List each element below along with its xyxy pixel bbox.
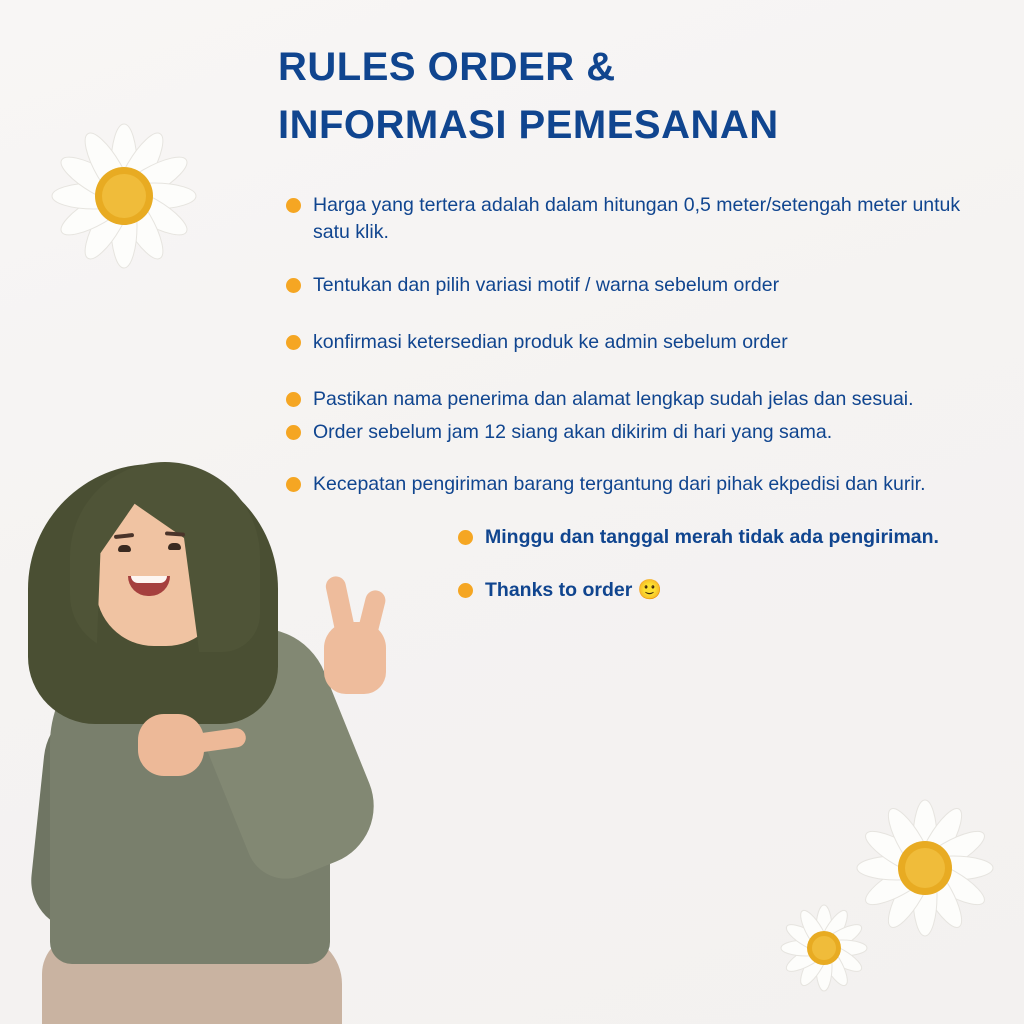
list-item (458, 524, 966, 551)
eye-left (118, 545, 131, 552)
list-item (286, 329, 966, 356)
sub-rule-text: Thanks to order 🙂 (485, 579, 663, 602)
list-item (286, 419, 966, 446)
list-item (458, 577, 966, 604)
bullet-dot-icon (458, 583, 473, 598)
rules-list (286, 192, 966, 622)
bullet-dot-icon (286, 198, 301, 213)
rule-text: Harga yang tertera adalah dalam hitungan 0,5 meter/setengah meter untuk satu klik. (313, 194, 961, 243)
daisy-flower-icon (34, 118, 214, 278)
eye-right (168, 543, 181, 550)
rule-text: Kecepatan pengiriman barang tergantung dari pihak ekpedisi dan kurir. (313, 473, 926, 496)
page-title-line-1: RULES ORDER & (278, 45, 616, 89)
list-item (286, 386, 966, 413)
rule-text: Order sebelum jam 12 siang akan dikirim di hari yang sama. (313, 420, 833, 443)
list-item (286, 471, 966, 498)
bullet-dot-icon (286, 425, 301, 440)
page-title-line-2: INFORMASI PEMESANAN (278, 103, 779, 147)
page-title (278, 38, 918, 154)
daisy-flower-icon (772, 898, 876, 998)
rule-text: Pastikan nama penerima dan alamat lengkap sudah jelas dan sesuai. (313, 387, 914, 410)
sub-rule-text: Minggu dan tanggal merah tidak ada pengiriman. (485, 526, 939, 549)
rule-text: konfirmasi ketersedian produk ke admin sebelum order (313, 330, 788, 353)
pointing-hand-left (138, 706, 248, 776)
bullet-dot-icon (286, 335, 301, 350)
bullet-dot-icon (458, 530, 473, 545)
bullet-dot-icon (286, 392, 301, 407)
list-item (286, 192, 966, 246)
list-item (286, 272, 966, 299)
bullet-dot-icon (286, 477, 301, 492)
bullet-dot-icon (286, 278, 301, 293)
rule-text: Tentukan dan pilih variasi motif / warna sebelum order (313, 273, 780, 296)
